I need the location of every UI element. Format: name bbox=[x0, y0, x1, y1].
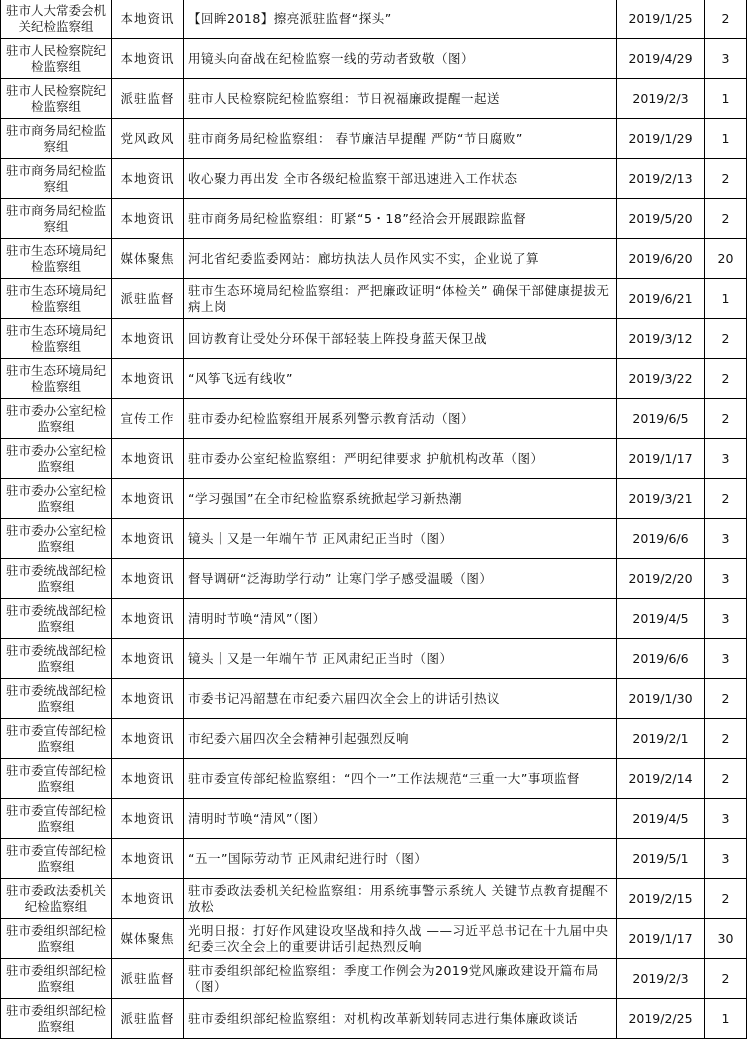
title-cell: 驻市委办公室纪检监察组：严明纪律要求 护航机构改革（图） bbox=[184, 439, 617, 479]
table-row bbox=[1, 599, 747, 639]
count-cell: 3 bbox=[705, 599, 747, 639]
title-cell: 驻市委组织部纪检监察组：对机构改革新划转同志进行集体廉政谈话 bbox=[184, 999, 617, 1039]
title-cell: 【回眸2018】擦亮派驻监督“探头” bbox=[184, 0, 617, 39]
unit-cell: 驻市委组织部纪检监察组 bbox=[1, 919, 112, 959]
date-cell: 2019/6/5 bbox=[617, 399, 705, 439]
category-cell: 本地资讯 bbox=[112, 679, 184, 719]
unit-cell: 驻市委组织部纪检监察组 bbox=[1, 959, 112, 999]
table-row bbox=[1, 39, 747, 79]
table-row bbox=[1, 199, 747, 239]
count-cell: 2 bbox=[705, 719, 747, 759]
count-cell: 3 bbox=[705, 39, 747, 79]
date-cell: 2019/1/29 bbox=[617, 119, 705, 159]
unit-cell: 驻市生态环境局纪检监察组 bbox=[1, 279, 112, 319]
category-cell: 本地资讯 bbox=[112, 359, 184, 399]
unit-cell: 驻市委办公室纪检监察组 bbox=[1, 399, 112, 439]
unit-cell: 驻市生态环境局纪检监察组 bbox=[1, 239, 112, 279]
date-cell: 2019/5/1 bbox=[617, 839, 705, 879]
category-cell: 派驻监督 bbox=[112, 279, 184, 319]
unit-cell: 驻市商务局纪检监察组 bbox=[1, 199, 112, 239]
category-cell: 本地资讯 bbox=[112, 39, 184, 79]
table-row bbox=[1, 559, 747, 599]
title-cell: 清明时节唤“清风”（图） bbox=[184, 799, 617, 839]
table-row bbox=[1, 919, 747, 959]
date-cell: 2019/1/25 bbox=[617, 0, 705, 39]
date-cell: 2019/4/5 bbox=[617, 599, 705, 639]
category-cell: 派驻监督 bbox=[112, 959, 184, 999]
category-cell: 媒体聚焦 bbox=[112, 239, 184, 279]
table-row bbox=[1, 359, 747, 399]
date-cell: 2019/2/20 bbox=[617, 559, 705, 599]
date-cell: 2019/2/25 bbox=[617, 999, 705, 1039]
count-cell: 2 bbox=[705, 959, 747, 999]
unit-cell: 驻市委统战部纪检监察组 bbox=[1, 559, 112, 599]
category-cell: 本地资讯 bbox=[112, 879, 184, 919]
category-cell: 本地资讯 bbox=[112, 319, 184, 359]
table-row bbox=[1, 79, 747, 119]
title-cell: 河北省纪委监委网站：廊坊执法人员作风实不实，企业说了算 bbox=[184, 239, 617, 279]
table-row bbox=[1, 679, 747, 719]
date-cell: 2019/2/14 bbox=[617, 759, 705, 799]
unit-cell: 驻市委组织部纪检监察组 bbox=[1, 999, 112, 1039]
table-row bbox=[1, 159, 747, 199]
unit-cell: 驻市委政法委机关纪检监察组 bbox=[1, 879, 112, 919]
count-cell: 1 bbox=[705, 279, 747, 319]
title-cell: 市委书记冯韶慧在市纪委六届四次全会上的讲话引热议 bbox=[184, 679, 617, 719]
table-row bbox=[1, 479, 747, 519]
date-cell: 2019/3/22 bbox=[617, 359, 705, 399]
title-cell: 用镜头向奋战在纪检监察一线的劳动者致敬（图） bbox=[184, 39, 617, 79]
title-cell: 驻市商务局纪检监察组： 春节廉洁早提醒 严防“节日腐败” bbox=[184, 119, 617, 159]
unit-cell: 驻市委办公室纪检监察组 bbox=[1, 479, 112, 519]
date-cell: 2019/6/21 bbox=[617, 279, 705, 319]
date-cell: 2019/3/21 bbox=[617, 479, 705, 519]
category-cell: 本地资讯 bbox=[112, 799, 184, 839]
table-row bbox=[1, 719, 747, 759]
table-row bbox=[1, 639, 747, 679]
category-cell: 本地资讯 bbox=[112, 559, 184, 599]
date-cell: 2019/2/1 bbox=[617, 719, 705, 759]
unit-cell: 驻市委统战部纪检监察组 bbox=[1, 599, 112, 639]
unit-cell: 驻市商务局纪检监察组 bbox=[1, 159, 112, 199]
date-cell: 2019/5/20 bbox=[617, 199, 705, 239]
unit-cell: 驻市委统战部纪检监察组 bbox=[1, 639, 112, 679]
title-cell: 回访教育让受处分环保干部轻装上阵投身蓝天保卫战 bbox=[184, 319, 617, 359]
count-cell: 3 bbox=[705, 559, 747, 599]
date-cell: 2019/1/17 bbox=[617, 919, 705, 959]
count-cell: 2 bbox=[705, 159, 747, 199]
unit-cell: 驻市生态环境局纪检监察组 bbox=[1, 359, 112, 399]
count-cell: 2 bbox=[705, 759, 747, 799]
category-cell: 派驻监督 bbox=[112, 79, 184, 119]
count-cell: 1 bbox=[705, 119, 747, 159]
unit-cell: 驻市人大常委会机关纪检监察组 bbox=[1, 0, 112, 39]
category-cell: 本地资讯 bbox=[112, 199, 184, 239]
title-cell: 收心聚力再出发 全市各级纪检监察干部迅速进入工作状态 bbox=[184, 159, 617, 199]
count-cell: 3 bbox=[705, 439, 747, 479]
count-cell: 2 bbox=[705, 0, 747, 39]
table-row bbox=[1, 0, 747, 39]
count-cell: 2 bbox=[705, 879, 747, 919]
category-cell: 本地资讯 bbox=[112, 639, 184, 679]
table-row bbox=[1, 279, 747, 319]
table-row bbox=[1, 399, 747, 439]
date-cell: 2019/2/3 bbox=[617, 79, 705, 119]
date-cell: 2019/6/20 bbox=[617, 239, 705, 279]
date-cell: 2019/4/29 bbox=[617, 39, 705, 79]
table-row bbox=[1, 959, 747, 999]
category-cell: 党风政风 bbox=[112, 119, 184, 159]
category-cell: 本地资讯 bbox=[112, 479, 184, 519]
category-cell: 本地资讯 bbox=[112, 719, 184, 759]
title-cell: 驻市委政法委机关纪检监察组：用系统事警示系统人 关键节点教育提醒不放松 bbox=[184, 879, 617, 919]
unit-cell: 驻市生态环境局纪检监察组 bbox=[1, 319, 112, 359]
table-row bbox=[1, 119, 747, 159]
date-cell: 2019/4/5 bbox=[617, 799, 705, 839]
date-cell: 2019/1/17 bbox=[617, 439, 705, 479]
unit-cell: 驻市人民检察院纪检监察组 bbox=[1, 39, 112, 79]
table-row bbox=[1, 519, 747, 559]
title-cell: 清明时节唤“清风”（图） bbox=[184, 599, 617, 639]
count-cell: 3 bbox=[705, 519, 747, 559]
count-cell: 2 bbox=[705, 479, 747, 519]
table-row bbox=[1, 799, 747, 839]
count-cell: 2 bbox=[705, 399, 747, 439]
title-cell: 驻市生态环境局纪检监察组：严把廉政证明“体检关” 确保干部健康提拔无病上岗 bbox=[184, 279, 617, 319]
count-cell: 3 bbox=[705, 839, 747, 879]
title-cell: 驻市委组织部纪检监察组：季度工作例会为2019党风廉政建设开篇布局（图） bbox=[184, 959, 617, 999]
count-cell: 2 bbox=[705, 679, 747, 719]
category-cell: 宣传工作 bbox=[112, 399, 184, 439]
table-row bbox=[1, 839, 747, 879]
date-cell: 2019/2/15 bbox=[617, 879, 705, 919]
count-cell: 3 bbox=[705, 799, 747, 839]
count-cell: 2 bbox=[705, 199, 747, 239]
title-cell: 驻市人民检察院纪检监察组：节日祝福廉政提醒一起送 bbox=[184, 79, 617, 119]
articles-table-body bbox=[1, 0, 747, 1039]
table-row bbox=[1, 879, 747, 919]
table-row bbox=[1, 439, 747, 479]
category-cell: 本地资讯 bbox=[112, 439, 184, 479]
category-cell: 本地资讯 bbox=[112, 599, 184, 639]
table-row bbox=[1, 239, 747, 279]
date-cell: 2019/1/30 bbox=[617, 679, 705, 719]
unit-cell: 驻市委宣传部纪检监察组 bbox=[1, 719, 112, 759]
table-row bbox=[1, 319, 747, 359]
unit-cell: 驻市委统战部纪检监察组 bbox=[1, 679, 112, 719]
unit-cell: 驻市委宣传部纪检监察组 bbox=[1, 799, 112, 839]
title-cell: “五一”国际劳动节 正风肃纪进行时（图） bbox=[184, 839, 617, 879]
unit-cell: 驻市委办公室纪检监察组 bbox=[1, 439, 112, 479]
date-cell: 2019/6/6 bbox=[617, 639, 705, 679]
category-cell: 派驻监督 bbox=[112, 999, 184, 1039]
title-cell: 驻市商务局纪检监察组：盯紧“5・18”经洽会开展跟踪监督 bbox=[184, 199, 617, 239]
table-row bbox=[1, 999, 747, 1039]
count-cell: 1 bbox=[705, 79, 747, 119]
date-cell: 2019/2/13 bbox=[617, 159, 705, 199]
category-cell: 本地资讯 bbox=[112, 0, 184, 39]
count-cell: 1 bbox=[705, 999, 747, 1039]
count-cell: 2 bbox=[705, 359, 747, 399]
title-cell: 驻市委宣传部纪检监察组：“四个一”工作法规范“三重一大”事项监督 bbox=[184, 759, 617, 799]
title-cell: 镜头｜又是一年端午节 正风肃纪正当时（图） bbox=[184, 519, 617, 559]
title-cell: 光明日报：打好作风建设攻坚战和持久战 ——习近平总书记在十九届中央纪委三次全会上的重要讲话引起热烈反响 bbox=[184, 919, 617, 959]
count-cell: 20 bbox=[705, 239, 747, 279]
category-cell: 本地资讯 bbox=[112, 159, 184, 199]
title-cell: 镜头｜又是一年端午节 正风肃纪正当时（图） bbox=[184, 639, 617, 679]
unit-cell: 驻市委办公室纪检监察组 bbox=[1, 519, 112, 559]
count-cell: 30 bbox=[705, 919, 747, 959]
category-cell: 本地资讯 bbox=[112, 839, 184, 879]
table-row bbox=[1, 759, 747, 799]
count-cell: 3 bbox=[705, 639, 747, 679]
title-cell: 驻市委办纪检监察组开展系列警示教育活动（图） bbox=[184, 399, 617, 439]
category-cell: 本地资讯 bbox=[112, 519, 184, 559]
title-cell: “学习强国”在全市纪检监察系统掀起学习新热潮 bbox=[184, 479, 617, 519]
title-cell: “风筝飞远有线收” bbox=[184, 359, 617, 399]
category-cell: 本地资讯 bbox=[112, 759, 184, 799]
unit-cell: 驻市商务局纪检监察组 bbox=[1, 119, 112, 159]
date-cell: 2019/3/12 bbox=[617, 319, 705, 359]
title-cell: 市纪委六届四次全会精神引起强烈反响 bbox=[184, 719, 617, 759]
date-cell: 2019/2/3 bbox=[617, 959, 705, 999]
title-cell: 督导调研“泛海助学行动” 让寒门学子感受温暖（图） bbox=[184, 559, 617, 599]
unit-cell: 驻市人民检察院纪检监察组 bbox=[1, 79, 112, 119]
unit-cell: 驻市委宣传部纪检监察组 bbox=[1, 839, 112, 879]
date-cell: 2019/6/6 bbox=[617, 519, 705, 559]
unit-cell: 驻市委宣传部纪检监察组 bbox=[1, 759, 112, 799]
count-cell: 2 bbox=[705, 319, 747, 359]
category-cell: 媒体聚焦 bbox=[112, 919, 184, 959]
